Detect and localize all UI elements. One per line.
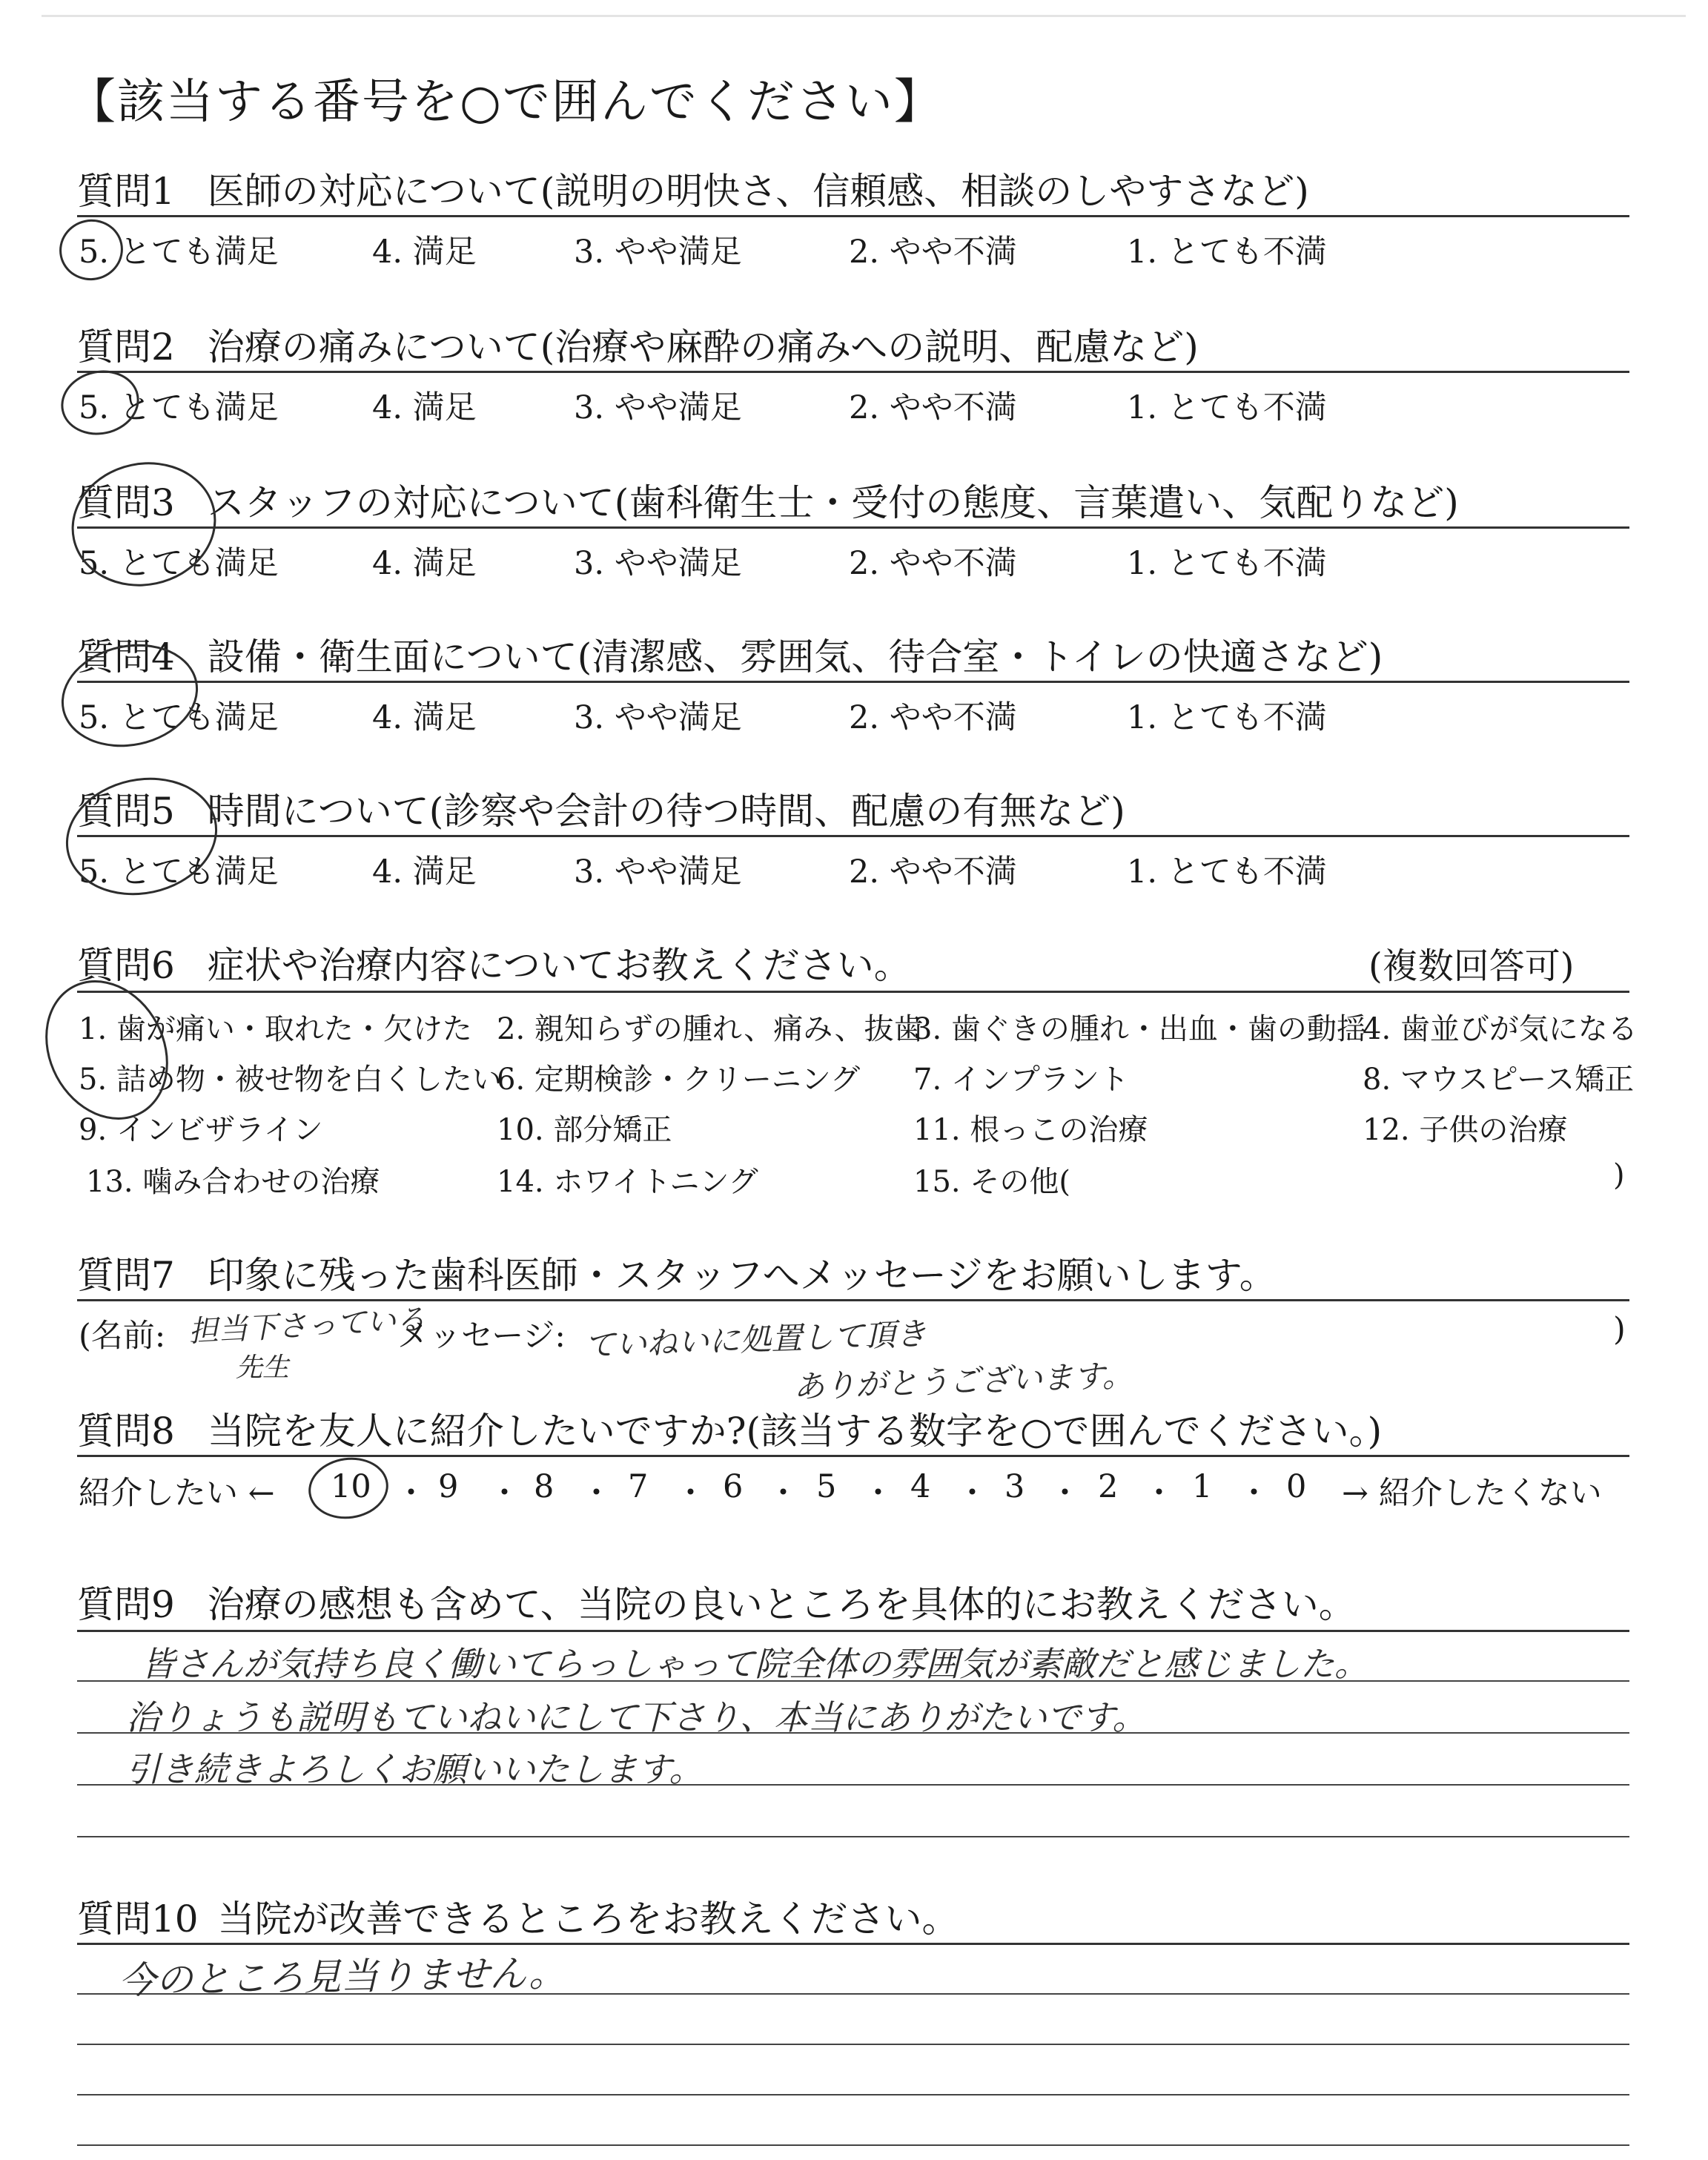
question-8 (77, 1401, 1382, 1455)
q8-score-0[interactable]: 0 (1286, 1468, 1307, 1505)
q6-option-8[interactable]: 8. マウスピース矯正 (1363, 1063, 1635, 1097)
question-6-rule (77, 991, 1629, 993)
q6-option-9[interactable]: 9. インビザライン (79, 1113, 323, 1147)
question-10-rule (77, 1943, 1629, 1945)
question-4 (77, 627, 1383, 681)
question-1 (77, 162, 1309, 215)
question-5-label: 質問5 (77, 790, 175, 833)
question-2-label: 質問2 (77, 326, 175, 369)
q6-option-4[interactable]: 4. 歯並びが気になる (1363, 1012, 1638, 1046)
q8-score-3[interactable]: 3 (1004, 1468, 1025, 1505)
q8-right-label: → 紹介したくない (1342, 1475, 1602, 1512)
q6-option-2[interactable]: 2. 親知らずの腫れ、痛み、抜歯 (497, 1012, 924, 1046)
q6-option-11[interactable]: 11. 根っこの治療 (913, 1113, 1148, 1147)
q5-option-1[interactable]: 1. とても不満 (1127, 853, 1327, 891)
q8-sep-5: ・ (767, 1475, 799, 1512)
q6-option-12[interactable]: 12. 子供の治療 (1363, 1113, 1568, 1147)
q5-option-3[interactable]: 3. やや満足 (574, 853, 742, 891)
q8-sep-8: ・ (1049, 1475, 1081, 1512)
q8-score-2[interactable]: 2 (1098, 1468, 1119, 1505)
q7-message-label: メッセージ: (397, 1318, 566, 1355)
q5-option-2[interactable]: 2. やや不満 (849, 853, 1017, 891)
question-1-text: 医師の対応について(説明の明快さ、信頼感、相談のしやすさなど) (207, 170, 1309, 213)
page-title: 【該当する番号を○で囲んでください】 (68, 75, 943, 130)
question-7-text: 印象に残った歯科医師・スタッフへメッセージをお願いします。 (207, 1254, 1277, 1297)
q8-sep-9: ・ (1143, 1475, 1175, 1512)
q8-sep-2: ・ (489, 1475, 520, 1512)
q8-score-8[interactable]: 8 (534, 1468, 555, 1505)
q8-sep-1: ・ (395, 1475, 427, 1512)
q2-selection-circle (55, 363, 145, 442)
q8-score-5[interactable]: 5 (816, 1468, 837, 1505)
q3-option-3[interactable]: 3. やや満足 (574, 545, 742, 582)
q8-selection-circle (305, 1453, 392, 1524)
question-2-rule (77, 371, 1629, 373)
question-6 (77, 936, 911, 989)
q6-option-15[interactable]: 15. その他( (913, 1165, 1070, 1199)
question-4-rule (77, 681, 1629, 683)
question-2-text: 治療の痛みについて(治療や麻酔の痛みへの説明、配慮など) (207, 326, 1199, 369)
q4-option-4[interactable]: 4. 満足 (372, 699, 477, 736)
question-5 (77, 782, 1125, 835)
q8-sep-3: ・ (580, 1475, 612, 1512)
q7-handwritten-name-2: 先生 (236, 1353, 290, 1383)
question-9-label: 質問9 (77, 1583, 175, 1626)
q8-left-label: 紹介したい ← (79, 1475, 275, 1512)
q4-option-2[interactable]: 2. やや不満 (849, 699, 1017, 736)
q7-handwritten-message-2: ありがとうございます。 (792, 1357, 1134, 1405)
question-9-rule (77, 1630, 1629, 1632)
q6-option-15-close: ) (1613, 1158, 1625, 1192)
q10-answer-line-4 (77, 2144, 1629, 2146)
q2-option-4[interactable]: 4. 満足 (372, 389, 477, 426)
q7-name-label: (名前: (79, 1318, 166, 1355)
question-10-text: 当院が改善できるところをお教えください。 (217, 1898, 959, 1941)
q8-score-6[interactable]: 6 (723, 1468, 744, 1505)
question-9-text: 治療の感想も含めて、当院の良いところを具体的にお教えください。 (207, 1583, 1356, 1626)
q8-score-4[interactable]: 4 (910, 1468, 931, 1505)
q6-option-13[interactable]: 13. 噛み合わせの治療 (86, 1165, 380, 1199)
question-4-label: 質問4 (77, 635, 175, 678)
q1-option-3[interactable]: 3. やや満足 (574, 234, 742, 271)
question-3 (77, 473, 1459, 526)
q9-answer-3: 引き続きよろしくお願いいたします。 (126, 1749, 704, 1789)
q1-option-1[interactable]: 1. とても不満 (1127, 234, 1327, 271)
question-6-label: 質問6 (77, 944, 175, 987)
q2-option-3[interactable]: 3. やや満足 (574, 389, 742, 426)
top-border (42, 15, 1686, 17)
q6-option-3[interactable]: 3. 歯ぐきの腫れ・出血・歯の動揺 (913, 1012, 1366, 1046)
question-6-text: 症状や治療内容についてお教えください。 (207, 944, 911, 987)
q1-selection-circle (53, 214, 128, 286)
question-8-text: 当院を友人に紹介したいですか?(該当する数字を○で囲んでください。) (207, 1410, 1383, 1453)
q7-close-paren: ) (1613, 1311, 1626, 1348)
q3-option-2[interactable]: 2. やや不満 (849, 545, 1017, 582)
q6-option-14[interactable]: 14. ホワイトニング (497, 1165, 758, 1199)
question-3-label: 質問3 (77, 481, 175, 524)
q1-option-2[interactable]: 2. やや不満 (849, 234, 1017, 271)
q8-sep-7: ・ (956, 1475, 988, 1512)
question-7-rule (77, 1299, 1629, 1301)
question-7 (77, 1246, 1277, 1299)
question-8-rule (77, 1455, 1629, 1457)
q4-option-1[interactable]: 1. とても不満 (1127, 699, 1327, 736)
q4-option-3[interactable]: 3. やや満足 (574, 699, 742, 736)
q2-option-1[interactable]: 1. とても不満 (1127, 389, 1327, 426)
q9-answer-line-4 (77, 1836, 1629, 1837)
q3-option-1[interactable]: 1. とても不満 (1127, 545, 1327, 582)
q6-option-5[interactable]: 5. 詰め物・被せ物を白くしたい (79, 1063, 502, 1097)
question-4-text: 設備・衛生面について(清潔感、雰囲気、待合室・トイレの快適さなど) (207, 635, 1383, 678)
q10-answer-line-3 (77, 2094, 1629, 2095)
question-10-label: 質問10 (77, 1898, 199, 1941)
question-5-rule (77, 835, 1629, 837)
q3-option-5[interactable]: 5. とても満足 (79, 545, 279, 582)
q8-score-10[interactable]: 10 (331, 1468, 371, 1505)
q8-sep-6: ・ (862, 1475, 894, 1512)
q2-option-2[interactable]: 2. やや不満 (849, 389, 1017, 426)
question-6-note: (複数回答可) (1368, 945, 1575, 987)
q8-score-9[interactable]: 9 (438, 1468, 459, 1505)
question-10 (77, 1889, 959, 1943)
question-3-text: スタッフの対応について(歯科衛生士・受付の態度、言葉遣い、気配りなど) (207, 481, 1459, 524)
q9-answer-1: 皆さんが気持ち良く働いてらっしゃって院全体の雰囲気が素敵だと感じました。 (141, 1644, 1368, 1684)
q8-sep-10: ・ (1238, 1475, 1270, 1512)
q7-handwritten-name: 担当下さっている (188, 1302, 427, 1350)
q7-handwritten-message-1: ていねいに処置して頂き (583, 1315, 927, 1364)
q5-option-4[interactable]: 4. 満足 (372, 853, 477, 891)
q1-option-5[interactable]: 5. とても満足 (79, 234, 279, 271)
q6-option-6[interactable]: 6. 定期検診・クリーニング (497, 1063, 861, 1097)
q1-option-4[interactable]: 4. 満足 (372, 234, 477, 271)
q5-option-5[interactable]: 5. とても満足 (79, 853, 279, 891)
q8-score-7[interactable]: 7 (628, 1468, 649, 1505)
question-8-label: 質問8 (77, 1410, 175, 1453)
q8-sep-4: ・ (675, 1475, 706, 1512)
question-2 (77, 317, 1199, 371)
q9-answer-2: 治りょうも説明もていねいにして下さり、本当にありがたいです。 (126, 1697, 1147, 1737)
q4-option-5[interactable]: 5. とても満足 (79, 699, 279, 736)
question-1-label: 質問1 (77, 170, 175, 213)
q10-answer-line-2 (77, 2044, 1629, 2045)
question-5-text: 時間について(診察や会計の待つ時間、配慮の有無など) (207, 790, 1125, 833)
q6-option-1[interactable]: 1. 歯が痛い・取れた・欠けた (79, 1012, 472, 1046)
q2-option-5[interactable]: 5. とても満足 (79, 389, 279, 426)
q3-option-4[interactable]: 4. 満足 (372, 545, 477, 582)
question-7-label: 質問7 (77, 1254, 175, 1297)
q6-option-7[interactable]: 7. インプラント (913, 1063, 1129, 1097)
question-1-rule (77, 215, 1629, 217)
q6-option-10[interactable]: 10. 部分矯正 (497, 1113, 672, 1147)
question-9 (77, 1575, 1356, 1628)
q10-answer-1: 今のところ見当りません。 (118, 1951, 566, 2003)
q8-score-1[interactable]: 1 (1192, 1468, 1213, 1505)
question-3-rule (77, 526, 1629, 529)
